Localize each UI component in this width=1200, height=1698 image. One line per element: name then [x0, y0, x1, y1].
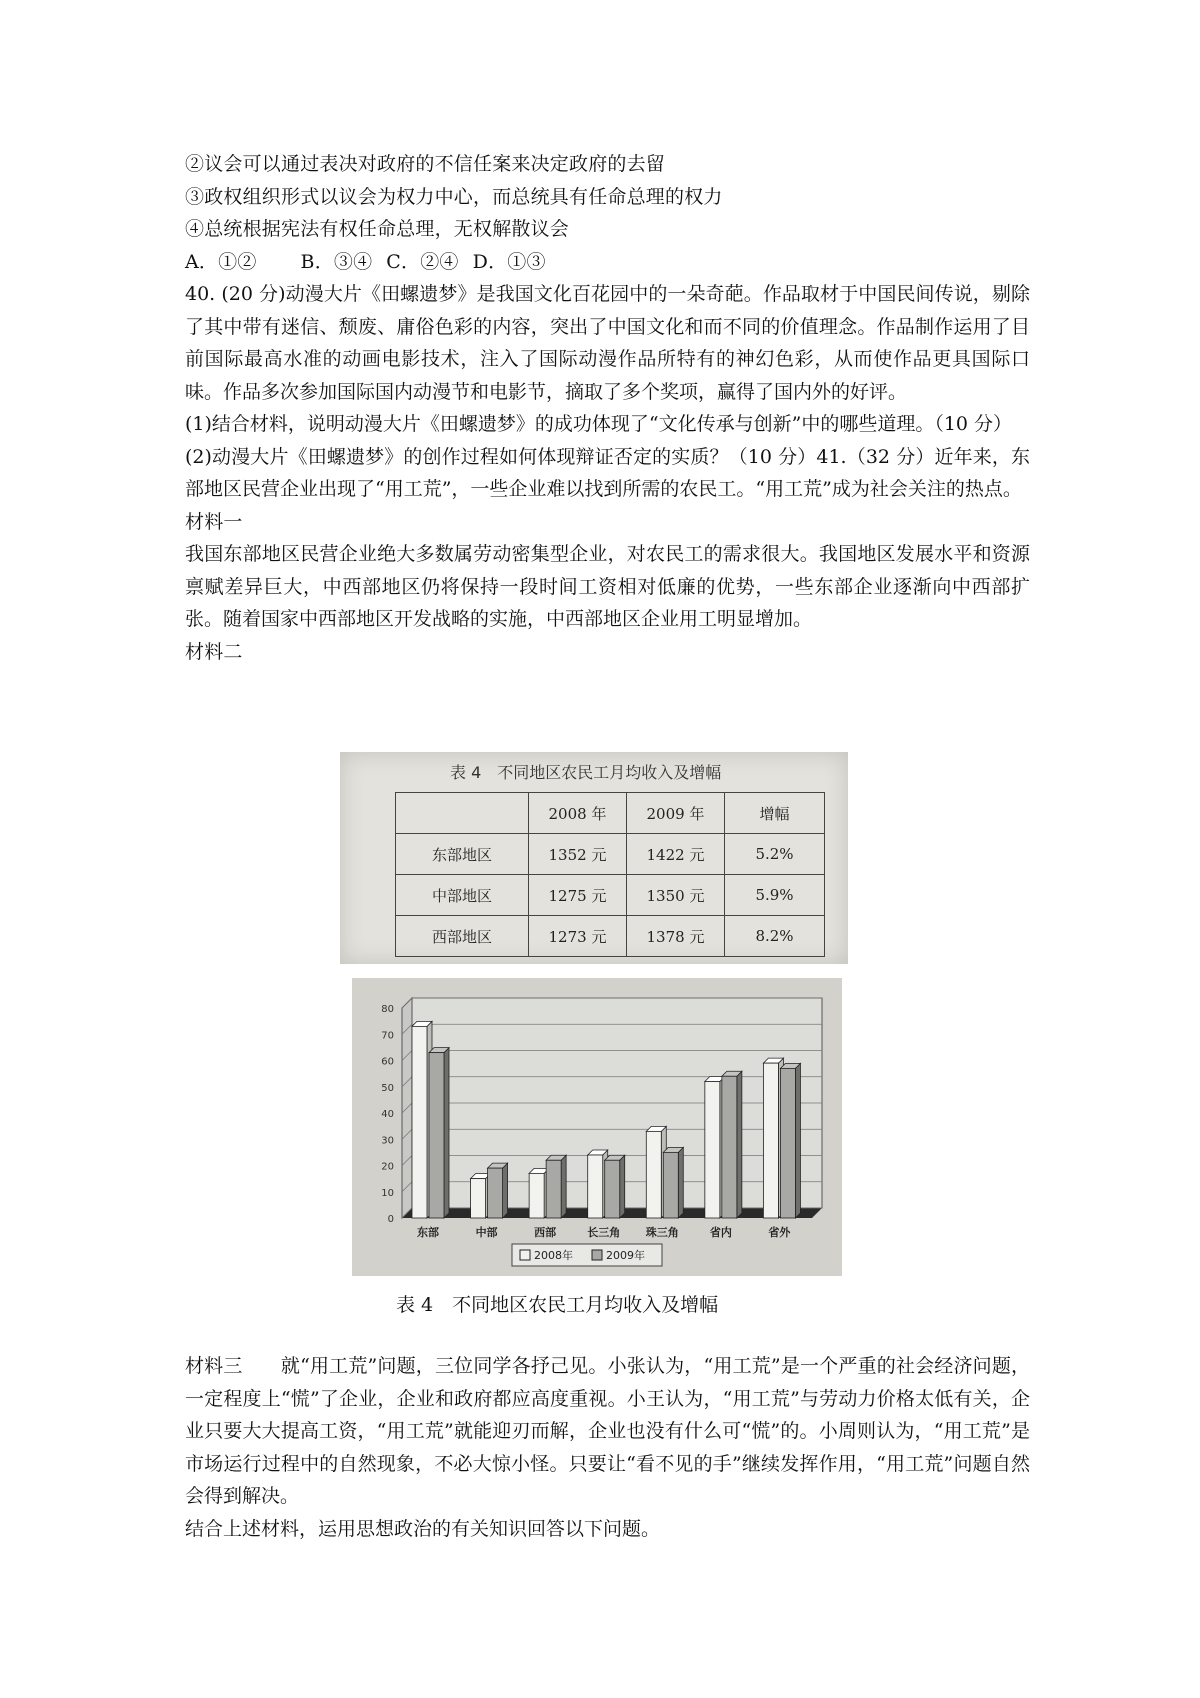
bar	[705, 1082, 720, 1219]
option-b: B．③④	[300, 250, 373, 273]
table-cell: 8.2%	[725, 916, 825, 957]
table-row	[396, 916, 825, 957]
table-title: 表 4 不同地区农民工月均收入及增幅	[450, 763, 722, 782]
x-tick-label: 西部	[534, 1226, 557, 1239]
table-cell: 1378 元	[627, 916, 725, 957]
bar	[663, 1152, 678, 1218]
figure-caption: 表 4 不同地区农民工月均收入及增幅	[396, 1294, 719, 1316]
question-40-part-2: (2)动漫大片《田螺遗梦》的创作过程如何体现辩证否定的实质？（10 分）41.（32 分）近年来，东部地区民营企业出现了“用工荒”，一些企业难以找到所需的农民工。“用工荒”成为社会关注的热点。	[185, 445, 1030, 500]
bar	[605, 1160, 620, 1218]
y-tick-label: 70	[381, 1030, 394, 1042]
x-tick-label: 省外	[768, 1226, 791, 1239]
income-bar-chart-photo	[352, 978, 842, 1276]
option-a: A．①②	[185, 250, 257, 273]
y-tick-label: 60	[381, 1056, 394, 1068]
table-cell: 1352 元	[529, 834, 627, 875]
table-cell: 东部地区	[396, 834, 529, 875]
table-cell: 1273 元	[529, 916, 627, 957]
table-header-row	[396, 793, 825, 834]
material-2-label: 材料二	[185, 640, 243, 663]
bar-side	[795, 1063, 800, 1218]
x-tick-label: 珠三角	[645, 1226, 679, 1239]
bar-side	[561, 1155, 566, 1218]
legend-entry: 2009年	[606, 1249, 645, 1262]
bar	[488, 1168, 503, 1218]
table-row	[396, 875, 825, 916]
material-1-label: 材料一	[185, 510, 243, 533]
bar	[780, 1068, 795, 1218]
table-header-cell: 增幅	[725, 793, 825, 834]
table-header-cell: 2009 年	[627, 793, 725, 834]
question-40: 40. (20 分)动漫大片《田螺遗梦》是我国文化百花园中的一朵奇葩。作品取材于中国民间传说，剔除了其中带有迷信、颓废、庸俗色彩的内容，突出了中国文化和而不同的价值理念。作品制作运用了目前国际最高水准的动画电影技术，注入了国际动漫作品所特有的神幻色彩，从而使作品更具国际口味。作品多次参加国际国内动漫节和电影节，摘取了多个奖项，赢得了国内外的好评。	[185, 283, 1030, 403]
question-block	[185, 148, 1030, 668]
option-c: C．②④	[386, 250, 459, 273]
material-1-text: 我国东部地区民营企业绝大多数属劳动密集型企业，对农民工的需求很大。我国地区发展水平和资源禀赋差异巨大，中西部地区仍将保持一段时间工资相对低廉的优势，一些东部企业逐渐向中西部扩张。随着国家中西部地区开发战略的实施，中西部地区企业用工明显增加。	[185, 543, 1030, 630]
bar-side	[678, 1147, 683, 1218]
y-tick-label: 80	[381, 1004, 394, 1015]
income-table	[395, 792, 825, 957]
bar-side	[737, 1071, 742, 1218]
legend-entry: 2008年	[534, 1249, 573, 1262]
y-tick-label: 50	[381, 1082, 394, 1094]
x-tick-label: 长三角	[587, 1226, 621, 1239]
table-header-cell: 2008 年	[529, 793, 627, 834]
bar	[546, 1160, 561, 1218]
x-tick-label: 中部	[475, 1226, 498, 1239]
statement-4: ④总统根据宪法有权任命总理，无权解散议会	[185, 218, 570, 240]
income-bar-chart	[352, 978, 842, 1276]
material-3-block	[185, 1350, 1030, 1545]
bar	[429, 1053, 444, 1218]
table-cell: 5.9%	[725, 875, 825, 916]
bar	[529, 1173, 544, 1218]
bar	[471, 1179, 486, 1218]
bar-side	[503, 1163, 508, 1218]
income-table-photo	[340, 752, 848, 964]
legend-swatch	[520, 1250, 530, 1260]
bar	[412, 1026, 427, 1218]
y-tick-label: 0	[387, 1214, 394, 1225]
bar-side	[444, 1048, 449, 1218]
y-tick-label: 20	[381, 1161, 394, 1173]
x-tick-label: 省内	[709, 1226, 732, 1239]
table-header-cell	[396, 793, 529, 834]
table-row	[396, 834, 825, 875]
question-40-part-1: (1)结合材料，说明动漫大片《田螺遗梦》的成功体现了“文化传承与创新”中的哪些道理。（10 分）	[185, 413, 1013, 435]
y-tick-label: 40	[381, 1109, 394, 1120]
statement-3: ③政权组织形式以议会为权力中心，而总统具有任命总理的权力	[185, 185, 723, 208]
table-cell: 西部地区	[396, 916, 529, 957]
table-cell: 1350 元	[627, 875, 725, 916]
material-3-text: 材料三 就“用工荒”问题，三位同学各抒己见。小张认为，“用工荒”是一个严重的社会经济问题，一定程度上“慌”了企业，企业和政府都应高度重视。小王认为，“用工荒”与劳动力价格太低有关，企业只要大大提高工资，“用工荒”就能迎刃而解，企业也没有什么可“慌”的。小周则认为，“用工荒”是市场运行过程中的自然现象，不必大惊小怪。只要让“看不见的手”继续发挥作用，“用工荒”问题自然会得到解决。	[185, 1355, 1030, 1507]
final-instruction: 结合上述材料，运用思想政治的有关知识回答以下问题。	[185, 1517, 661, 1540]
table-cell: 中部地区	[396, 875, 529, 916]
option-d: D．①③	[472, 250, 546, 273]
bar	[646, 1131, 661, 1218]
statement-2: ②议会可以通过表决对政府的不信任案来决定政府的去留	[185, 153, 666, 175]
y-tick-label: 10	[381, 1187, 394, 1199]
table-cell: 5.2%	[725, 834, 825, 875]
table-cell: 1275 元	[529, 875, 627, 916]
bar	[588, 1155, 603, 1218]
bar	[763, 1063, 778, 1218]
y-tick-label: 30	[381, 1135, 394, 1147]
table-cell: 1422 元	[627, 834, 725, 875]
answer-options	[185, 246, 1030, 279]
x-tick-label: 东部	[417, 1226, 439, 1239]
bar-side	[620, 1155, 625, 1218]
bar	[722, 1076, 737, 1218]
legend-swatch	[592, 1250, 602, 1260]
